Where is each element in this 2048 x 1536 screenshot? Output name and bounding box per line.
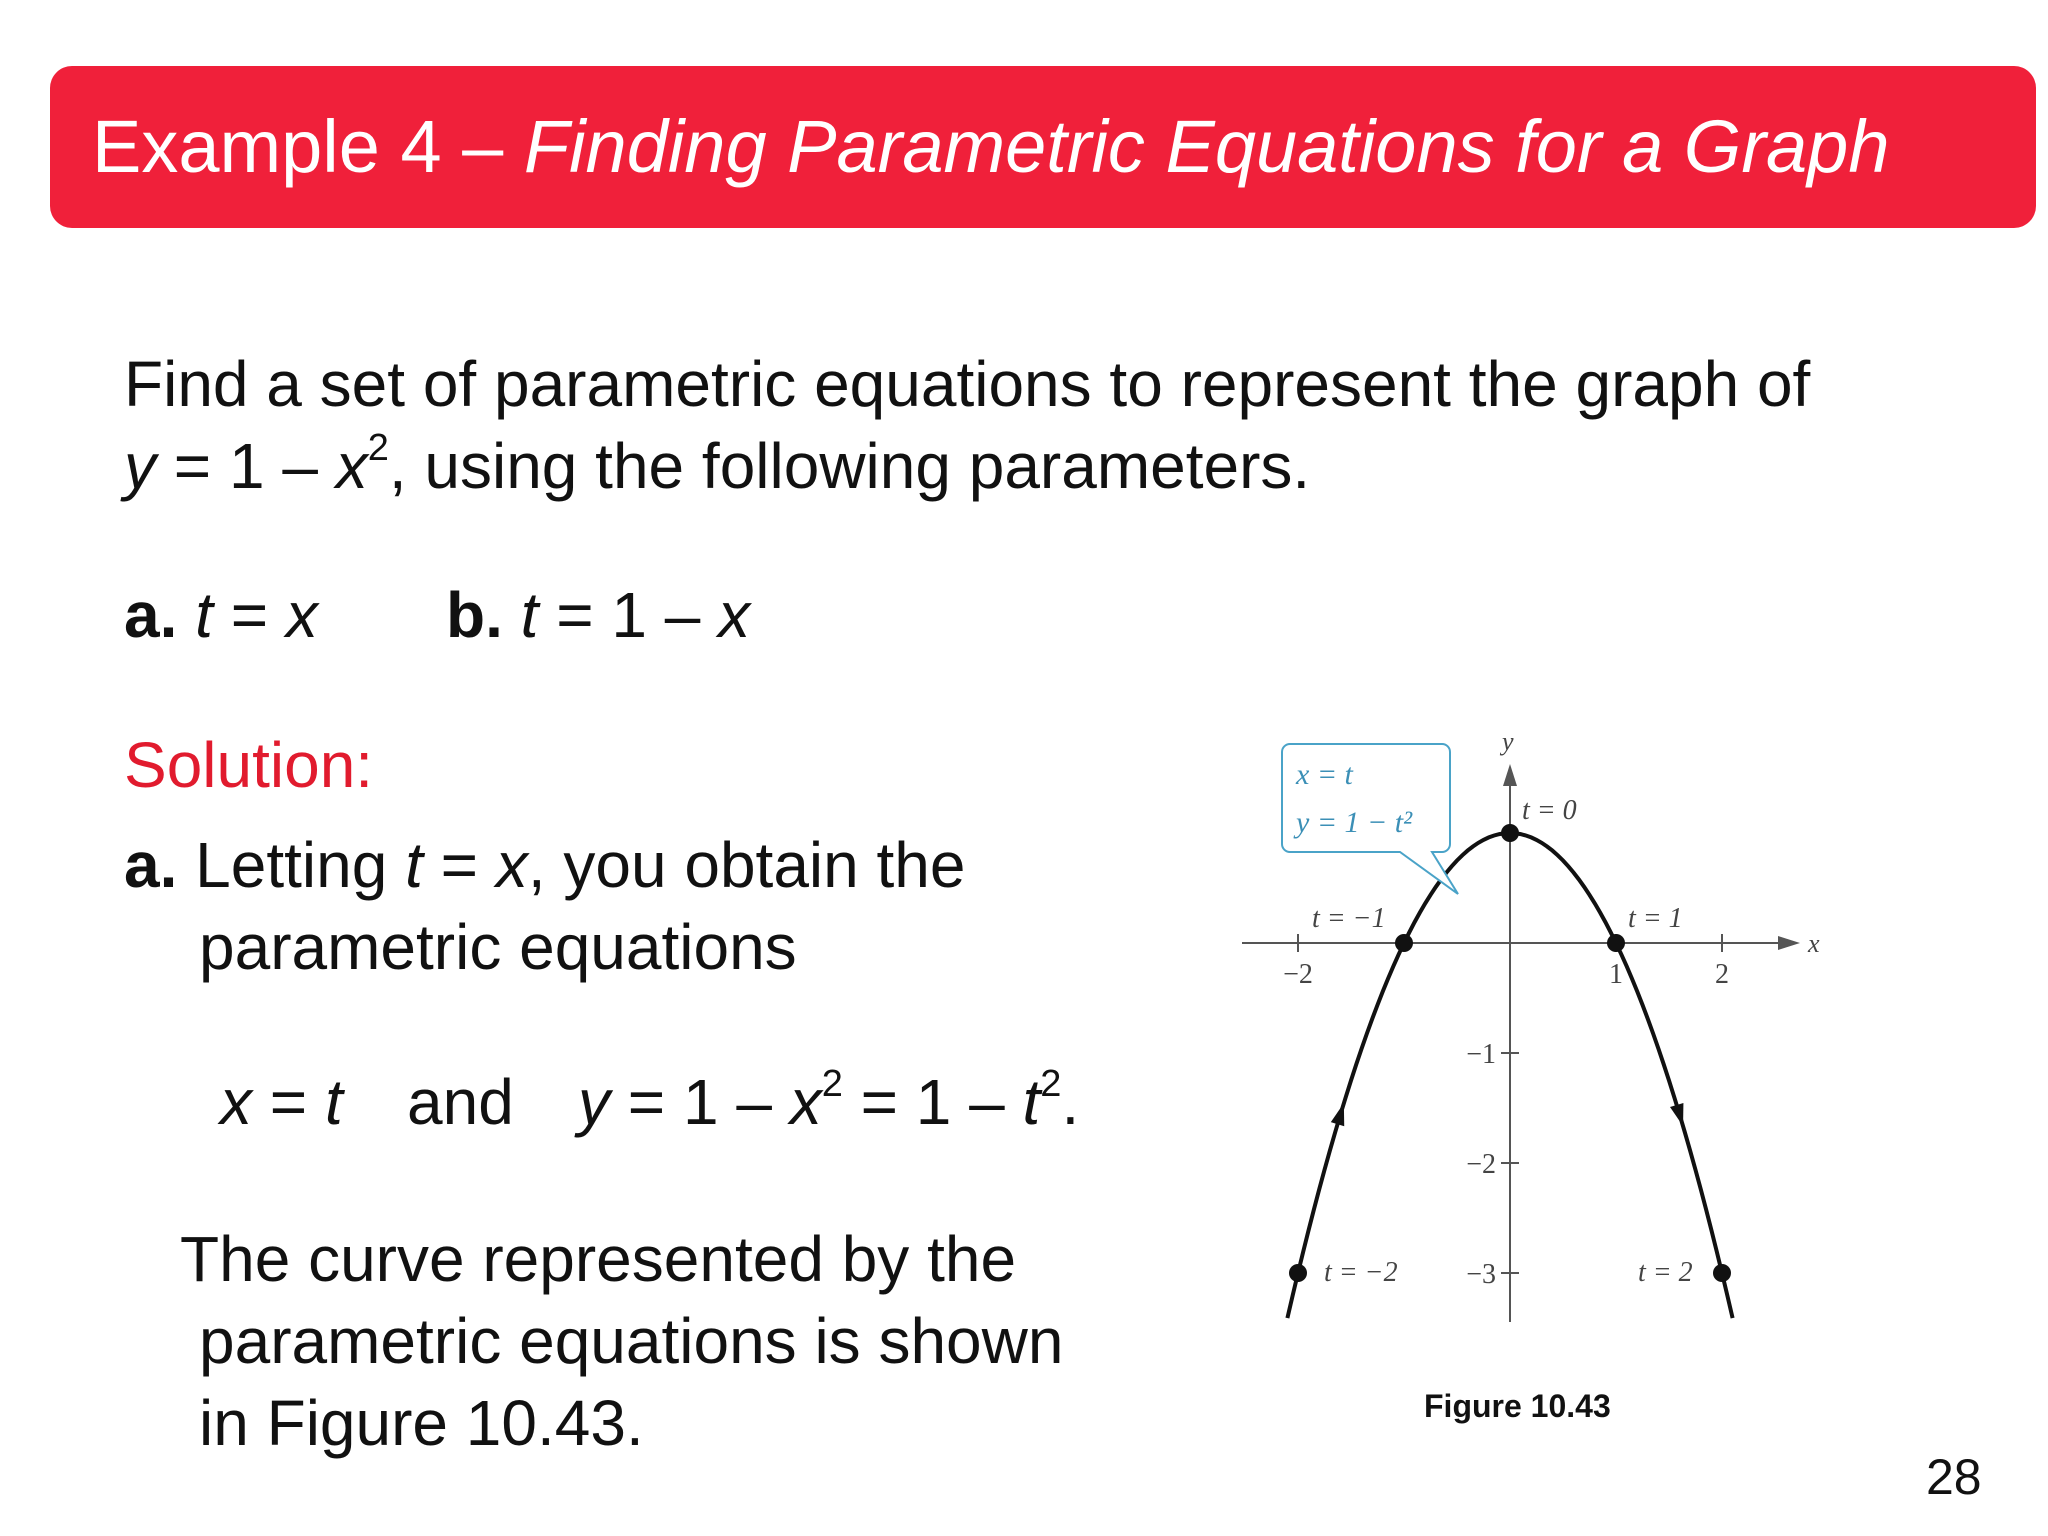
point-t-1 [1395,934,1413,952]
y-tick-label: −3 [1466,1259,1496,1290]
solution-heading: Solution: [124,729,374,801]
y-axis-arrow [1503,764,1517,786]
equation-y: $y = 1 - x^2 = 1 - t^2$. [578,1063,1080,1138]
page-number: 28 [1926,1449,1982,1505]
direction-arrow-right [1670,1103,1683,1126]
figure-parabola [1230,720,1850,1340]
title-bar [50,66,2036,228]
part-b: b. t = 1 – x [446,579,751,651]
x-tick-label: 2 [1715,959,1729,990]
point-t-2 [1501,824,1519,842]
problem-line-2: $y = 1 - x^2$, using the following parameters. [124,427,1311,502]
point-label: t = 1 [1628,903,1683,934]
title-lead: Example 4 – [92,105,524,188]
y-tick-label: −2 [1466,1149,1496,1180]
part-a: a. t = x [124,579,318,651]
point-label: t = −1 [1312,903,1386,934]
x-tick-label: 1 [1609,959,1623,990]
x-axis-label: x [1808,929,1820,958]
point-label: t = 2 [1638,1257,1693,1288]
equation-and: and [407,1066,514,1138]
point-label: t = −2 [1324,1257,1398,1288]
solution-a-line-1: a. Letting t = x, you obtain the [124,829,966,901]
callout-line-1: x = t [1296,758,1353,791]
direction-arrow-left [1331,1103,1344,1126]
point-t-4 [1713,1264,1731,1282]
figure-caption: Figure 10.43 [1424,1388,1611,1424]
point-t-3 [1607,934,1625,952]
title-emphasis: Finding Parametric Equations for a Graph [523,105,1890,188]
point-t-0 [1289,1264,1307,1282]
curve-text-line-3: in Figure 10.43. [199,1387,644,1459]
x-tick-label: −2 [1283,959,1313,990]
curve-text-line-2: parametric equations is shown [199,1305,1064,1377]
equation-x: x = t [220,1066,343,1138]
callout-line-2: y = 1 − t² [1296,806,1413,839]
curve-text-line-1: The curve represented by the [180,1223,1017,1295]
y-axis-label: y [1502,727,1514,756]
x-axis-arrow [1778,936,1800,950]
y-tick-label: −1 [1466,1039,1496,1070]
slide-title [92,104,1889,189]
problem-line-1: Find a set of parametric equations to represent the graph of [124,348,1811,420]
point-label: t = 0 [1522,795,1577,826]
solution-a-line-2: parametric equations [199,911,797,983]
